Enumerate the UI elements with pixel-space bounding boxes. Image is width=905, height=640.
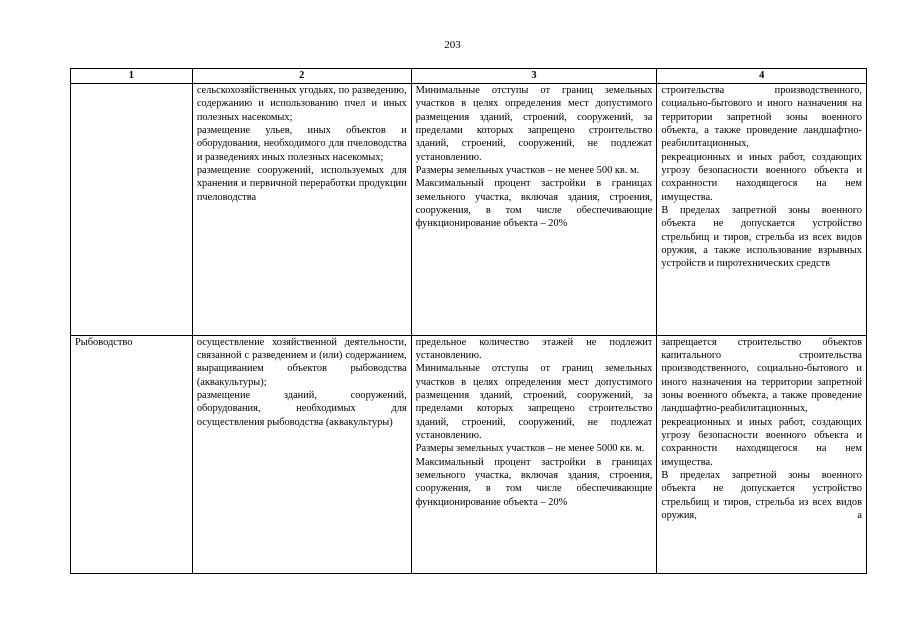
page-number: 203 [444,39,461,51]
table-header-row [71,69,867,84]
column-header-1: 1 [71,69,193,84]
regulations-table [70,68,867,574]
parameters-cell [411,335,657,573]
restrictions-cell [657,335,867,573]
parameter-paragraph: Минимальные отступы от границ земельных участков в целях определения мест допустимого размещения зданий, строений, сооружений, за пределами которых запрещено строительство зданий, строений, сооружений, не подлежат установлению. [415,85,653,163]
restriction-paragraph: строительства производственного, социально-бытового и иного назначения на территории запретной зоны военного объекта, а также проведение ландшафтно-реабилитационных, [661,85,862,150]
parameter-paragraph: предельное количество этажей не подлежит установлению. [415,336,653,361]
column-header-2: 2 [192,69,411,84]
restriction-paragraph: рекреационных и иных работ, создающих угрозу безопасности военного объекта и сохранности находящегося на нем имущества. [661,416,862,468]
activity-paragraph: сельскохозяйственных угодьях, по разведению, содержанию и использованию пчел и иных полезных насекомых; [196,85,407,123]
row-name-cell [71,335,193,573]
restrictions-cell [657,84,867,336]
parameter-paragraph: Минимальные отступы от границ земельных участков в целях определения мест допустимого размещения зданий, строений, сооружений, за пределами которых запрещено строительство зданий, строений, сооружений, не подлежат установлению. [415,363,653,442]
parameter-paragraph: Максимальный процент застройки в границах земельного участка, включая здания, строения, сооружения, в том числе обеспечивающие функционирование объекта – 20% [415,178,653,230]
activity-description-cell [192,84,411,336]
parameter-paragraph: Размеры земельных участков – не менее 500 кв. м. [415,165,640,177]
row-name [75,84,188,330]
table-row [71,335,867,573]
column-header-3: 3 [411,69,657,84]
parameters-cell [411,84,657,336]
parameter-paragraph: Размеры земельных участков – не менее 5000 кв. м. [415,443,645,455]
parameter-paragraph: Максимальный процент застройки в границах земельного участка, включая здания, строения, сооружения, в том числе обеспечивающие функционирование объекта – 20% [415,456,653,508]
activity-description-cell [192,335,411,573]
restriction-paragraph: В пределах запретной зоны военного объекта не допускается устройство стрельбищ и тиров, стрельба из всех видов оружия, а [661,470,862,522]
activity-paragraph: размещение сооружений, используемых для хранения и первичной переработки продукции пчеловодства [196,165,407,203]
activity-paragraph: осуществление хозяйственной деятельности, связанной с разведением и (или) содержанием, выращиванием объектов рыбоводства (аквакультуры); [196,336,407,388]
restriction-paragraph: запрещается строительство объектов капитального строительства производственного, социально-бытового и иного назначения на территории запретной зоны военного объекта, а также проведение ландшафтно-реабилитационных, [661,336,862,415]
activity-paragraph: размещение ульев, иных объектов и оборудования, необходимого для пчеловодства и разведениях иных полезных насекомых; [196,125,407,163]
row-name-cell [71,84,193,336]
restriction-paragraph: рекреационных и иных работ, создающих угрозу безопасности военного объекта и сохранности находящегося на нем имущества. [661,151,862,203]
table-row [71,84,867,336]
column-header-4: 4 [657,69,867,84]
row-name: Рыбоводство [75,336,133,348]
restriction-paragraph: В пределах запретной зоны военного объекта не допускается устройство стрельбищ и тиров, стрельба из всех видов оружия, а также использование взрывных устройств и пиротехнических средств [661,205,862,270]
activity-paragraph: размещение зданий, сооружений, оборудования, необходимых для осуществления рыбоводства (аквакультуры) [196,389,407,428]
